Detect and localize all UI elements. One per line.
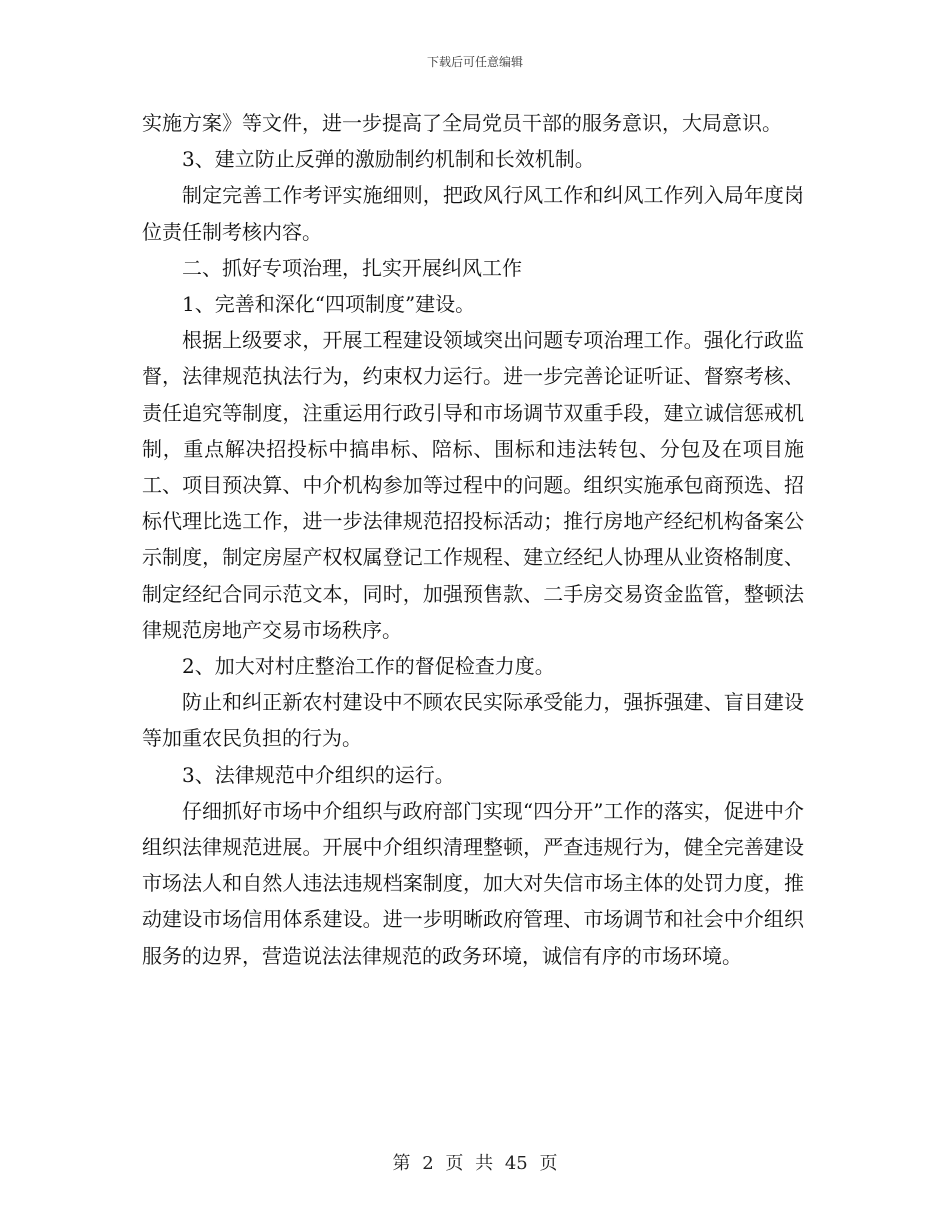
page-number-footer: 第 2 页 共 45 页 [392, 1153, 558, 1174]
page-header: 下载后可任意编辑 [426, 55, 523, 69]
paragraph-construction-governance: 根据上级要求，开展工程建设领域突出问题专项治理工作。强化行政监督，法律规范执法行为，约束权力运行。进一步完善论证听证、督察考核、责任追究等制度，注重运用行政引导和市场调节双重手段，建立诚信惩戒机制，重点解决招投标中搞串标、陪标、围标和违法转包、分包及在项目施工、项目预决算、中介机构参加等过程中的问题。组织实施承包商预选、招标代理比选工作，进一步法律规范招投标活动；推行房地产经纪机构备案公示制度，制定房屋产权权属登记工作规程、建立经纪人协理从业资格制度、制定经纪合同示范文本，同时，加强预售款、二手房交易资金监管，整顿法律规范房地产交易市场秩序。 [142, 328, 804, 642]
paragraph-continuation: 实施方案》等文件，进一步提高了全局党员干部的服务意识，大局意识。 [142, 111, 782, 135]
item-heading-3-incentive: 3、建立防止反弹的激励制约机制和长效机制。 [182, 147, 595, 172]
section-heading-2: 二、抓好专项治理，扎实开展纠风工作 [182, 255, 522, 280]
paragraph-assessment: 制定完善工作考评实施细则，把政风行风工作和纠风工作列入局年度岗位责任制考核内容。 [142, 183, 804, 244]
item-heading-3-intermediary: 3、法律规范中介组织的运行。 [182, 762, 455, 787]
item-heading-1-four-systems: 1、完善和深化“四项制度”建设。 [182, 292, 476, 317]
document-body [142, 105, 804, 974]
paragraph-intermediary-organizations: 仔细抓好市场中介组织与政府部门实现“四分开”工作的落实，促进中介组织法律规范进展。开展中介组织清理整顿，严查违规行为，健全完善建设市场法人和自然人违法违规档案制度，加大对失信市场主体的处罚力度，推动建设市场信用体系建设。进一步明晰政府管理、市场调节和社会中介组织服务的边界，营造说法法律规范的政务环境，诚信有序的市场环境。 [142, 798, 804, 968]
item-heading-2-village: 2、加大对村庄整治工作的督促检查力度。 [182, 654, 555, 679]
paragraph-village-rectification: 防止和纠正新农村建设中不顾农民实际承受能力，强拆强建、盲目建设等加重农民负担的行为。 [142, 690, 804, 751]
